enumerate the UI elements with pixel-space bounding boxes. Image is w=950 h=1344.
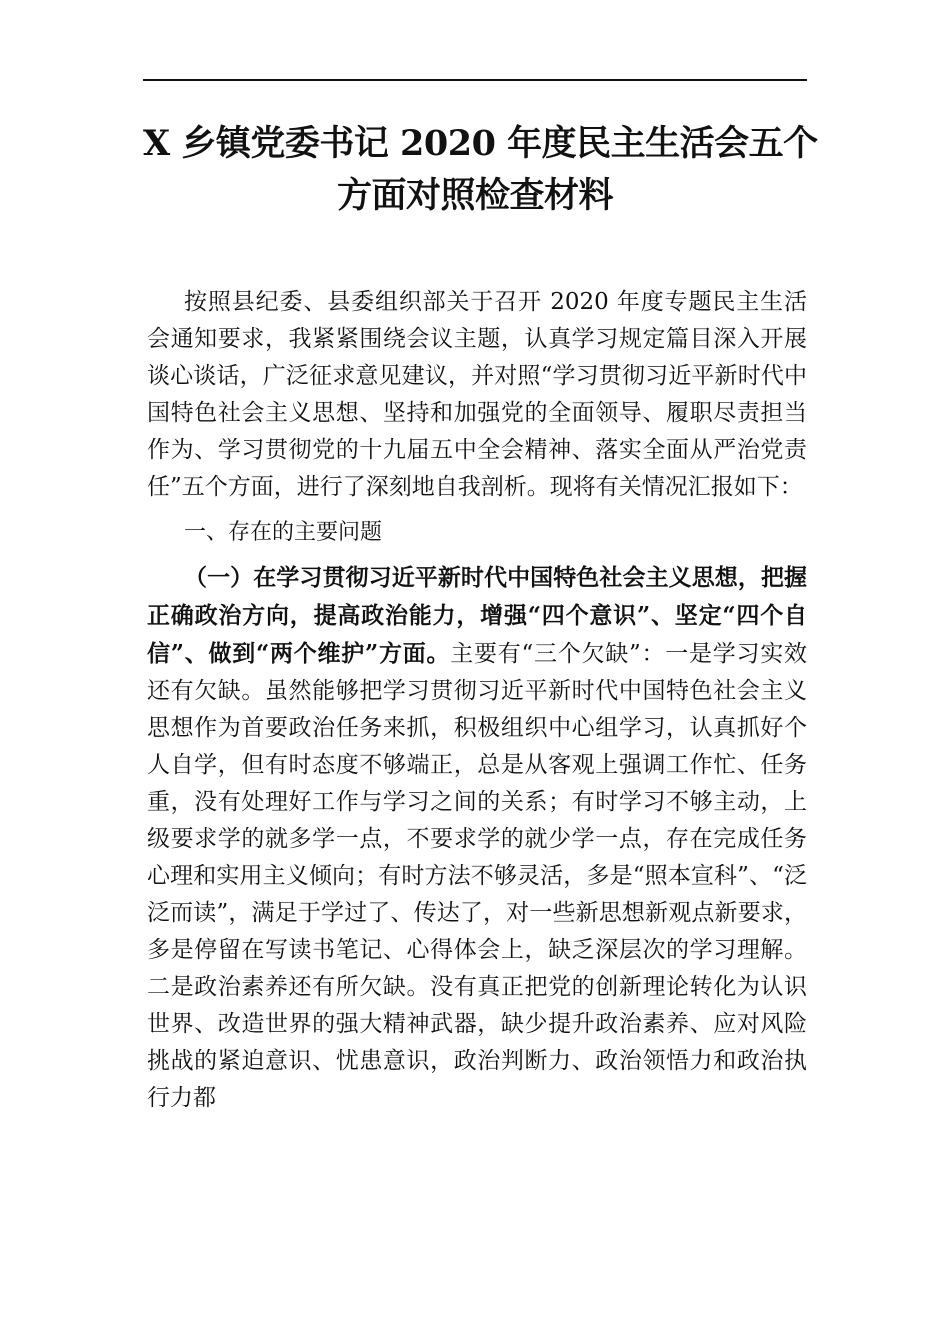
subsection-body: 主要有“三个欠缺”：一是学习实效还有欠缺。虽然能够把学习贯彻习近平新时代中国特色社会主义思想作为首要政治任务来抓，积极组织中心组学习，认真抓好个人自学，但有时态度不够端正，总是从客观上强调工作忙、任务重，没有处理好工作与学习之间的关系；有时学习不够主动，上级要求学的就多学一点，不要求学的就少学一点，存在完成任务心理和实用主义倾向；有时方法不够灵活，多是“照本宣科”、“泛泛而读”，满足于学过了、传达了，对一些新思想新观点新要求，多是停留在写读书笔记、心得体会上，缺乏深层次的学习理解。二是政治素养还有所欠缺。没有真正把党的创新理论转化为认识世界、改造世界的强大精神武器，缺少提升政治素养、应对风险挑战的紧迫意识、忧患意识，政治判断力、政治领悟力和政治执行力都 [147,641,807,1111]
subsection-heading: （一）在学习贯彻习近平新时代中国特色社会主义思想，把握正确政治方向，提高政治能力，增强“四个意识”、坚定“四个自信”、做到“两个维护”方面。 [147,564,807,667]
title-line-2: 方面对照检查材料 [336,175,613,216]
document-title [143,118,818,222]
subsection-paragraph [147,559,807,1117]
document-body [147,284,807,1117]
section-heading: 一、存在的主要问题 [184,520,383,545]
intro-paragraph: 按照县纪委、县委组织部关于召开 2020 年度专题民主生活会通知要求，我紧紧围绕会议主题，认真学习规定篇目深入开展谈心谈话，广泛征求意见建议，并对照“学习贯彻习近平新时代中国特色社会主义思想、坚持和加强党的全面领导、履职尽责担当作为、学习贯彻党的十九届五中全会精神、落实全面从严治党责任”五个方面，进行了深刻地自我剖析。现将有关情况汇报如下： [147,289,807,500]
header-rule [143,79,807,81]
title-line-1: X 乡镇党委书记 2020 年度民主生活会五个 [143,123,818,164]
